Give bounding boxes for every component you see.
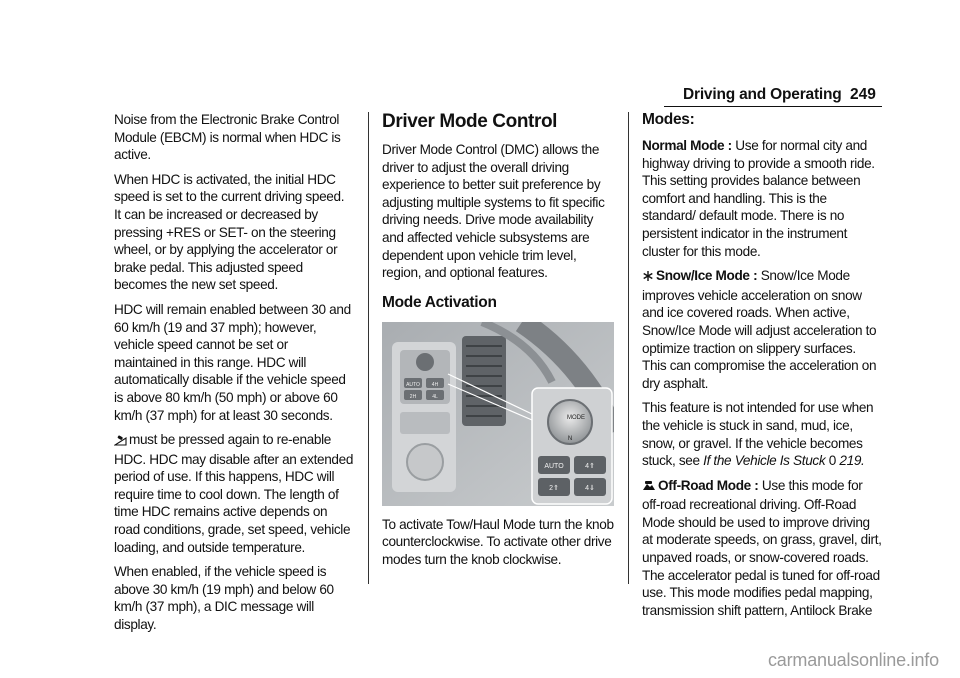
snowflake-icon (642, 269, 654, 287)
paragraph-tow-haul: To activate Tow/Haul Mode turn the knob counterclockwise. To activate other drive modes turn the knob clockwise. (382, 516, 614, 567)
paragraph-dic-message: When enabled, if the vehicle speed is above 30 km/h (19 mph) and below 60 km/h (37 mph), a DIC message will display. (114, 564, 334, 633)
not-intended-text: This feature is not intended for use when the vehicle is stuck in sand, mud, ice, snow, or gravel. If the vehicle becomes stuck, see (642, 400, 874, 469)
knob-mode-label: MODE (567, 414, 585, 421)
heading-modes: Modes: (642, 111, 695, 128)
subheading-mode-activation: Mode Activation (382, 293, 497, 311)
column-divider-2 (628, 112, 629, 584)
page-ref-arrow-icon: 0 (828, 453, 836, 469)
driver-mode-control-photo (382, 322, 614, 506)
column-2 (382, 111, 617, 576)
offroad-mode-label: Off-Road Mode : (658, 477, 759, 493)
knob-n-label: N (567, 435, 573, 442)
4hi-button-label: 4⇑ (585, 462, 595, 470)
column-3 (642, 111, 882, 626)
normal-mode-text: Use for normal city and highway driving to provide a smooth ride. This setting provides balance between comfort and handling. This is the standard/ default mode. There is no persistent indicator in the instrument cluster for this mode. (642, 138, 875, 259)
photo-illustration (382, 322, 614, 506)
paragraph-hdc-reenable (114, 431, 354, 556)
watermark: carmanualsonline.info (768, 650, 939, 670)
offroad-mode-text: Use this mode for off-road recreational driving. Off-Road Mode should be used to improve driving at moderate speeds, on grass, gravel, dirt, unpaved roads, or snow-covered roads. The accelerator pedal is tuned for off-road use. This mode modifies pedal mapping, transmission shift pattern, Antilock Brake (642, 477, 882, 618)
column-1 (114, 111, 354, 641)
header-rule (664, 106, 882, 107)
small-2h-label: 2H (409, 393, 417, 400)
small-4h-label: 4H (431, 381, 439, 388)
4lo-button-label: 4⇓ (585, 484, 595, 492)
snow-mode-text: Snow/Ice Mode improves vehicle acceleration on snow and ice covered roads. When active, Snow/Ice Mode will adjust acceleration to optimize traction on slippery surfaces. This can compromise the acceleration on dry asphalt. (642, 268, 877, 391)
stuck-reference-link[interactable]: If the Vehicle Is Stuck (703, 453, 826, 469)
normal-mode-label: Normal Mode : (642, 138, 732, 153)
paragraph-offroad-mode (642, 477, 882, 620)
running-head-title: Driving and Operating (683, 86, 842, 103)
paragraph-ebcm-noise: Noise from the Electronic Brake Control Module (EBCM) is normal when HDC is active. (114, 112, 341, 163)
paragraph-hdc-reenable-text: must be pressed again to re-enable HDC. HDC may disable after an extended period of use. If this happens, HDC will require time to cool down. The length of time HDC remains active depends on road conditions, grade, set speed, vehicle loading, and outside temperature. (114, 432, 354, 555)
off-road-icon (642, 479, 656, 497)
2hi-button-label: 2⇑ (549, 484, 559, 492)
hill-descent-icon (114, 433, 127, 451)
snow-mode-label: Snow/Ice Mode : (656, 268, 758, 284)
small-4l-label: 4L (432, 393, 438, 400)
paragraph-hdc-range: HDC will remain enabled between 30 and 60 km/h (19 and 37 mph); however, vehicle speed cannot be set or maintained in this range. HDC will automatically disable if the vehicle speed is above 80 km/h (50 mph) or above 60 km/h (37 mph) for at least 30 seconds. (114, 301, 351, 423)
stuck-page-ref[interactable]: 219. (839, 453, 865, 469)
small-auto-label: AUTO (406, 381, 420, 388)
column-divider-1 (368, 112, 369, 584)
paragraph-snow-mode (642, 267, 882, 392)
section-heading-driver-mode-control: Driver Mode Control (382, 111, 558, 132)
auto-button-label: AUTO (544, 462, 564, 470)
paragraph-normal-mode (642, 137, 882, 260)
page-number: 249 (850, 86, 876, 103)
paragraph-dmc-intro: Driver Mode Control (DMC) allows the driver to adjust the overall driving experience to better suit preference by adjusting multiple systems to fit specific driving needs. Drive mode availability and affected vehicle subsystems are dependent upon vehicle trim level, region, and optional features. (382, 142, 605, 281)
paragraph-not-intended (642, 399, 882, 469)
paragraph-hdc-speed: When HDC is activated, the initial HDC speed is set to the current driving speed. It can be increased or decreased by pressing +RES or SET- on the steering wheel, or by applying the accelerator or brake pedal. This adjusted speed becomes the new set speed. (114, 171, 345, 293)
